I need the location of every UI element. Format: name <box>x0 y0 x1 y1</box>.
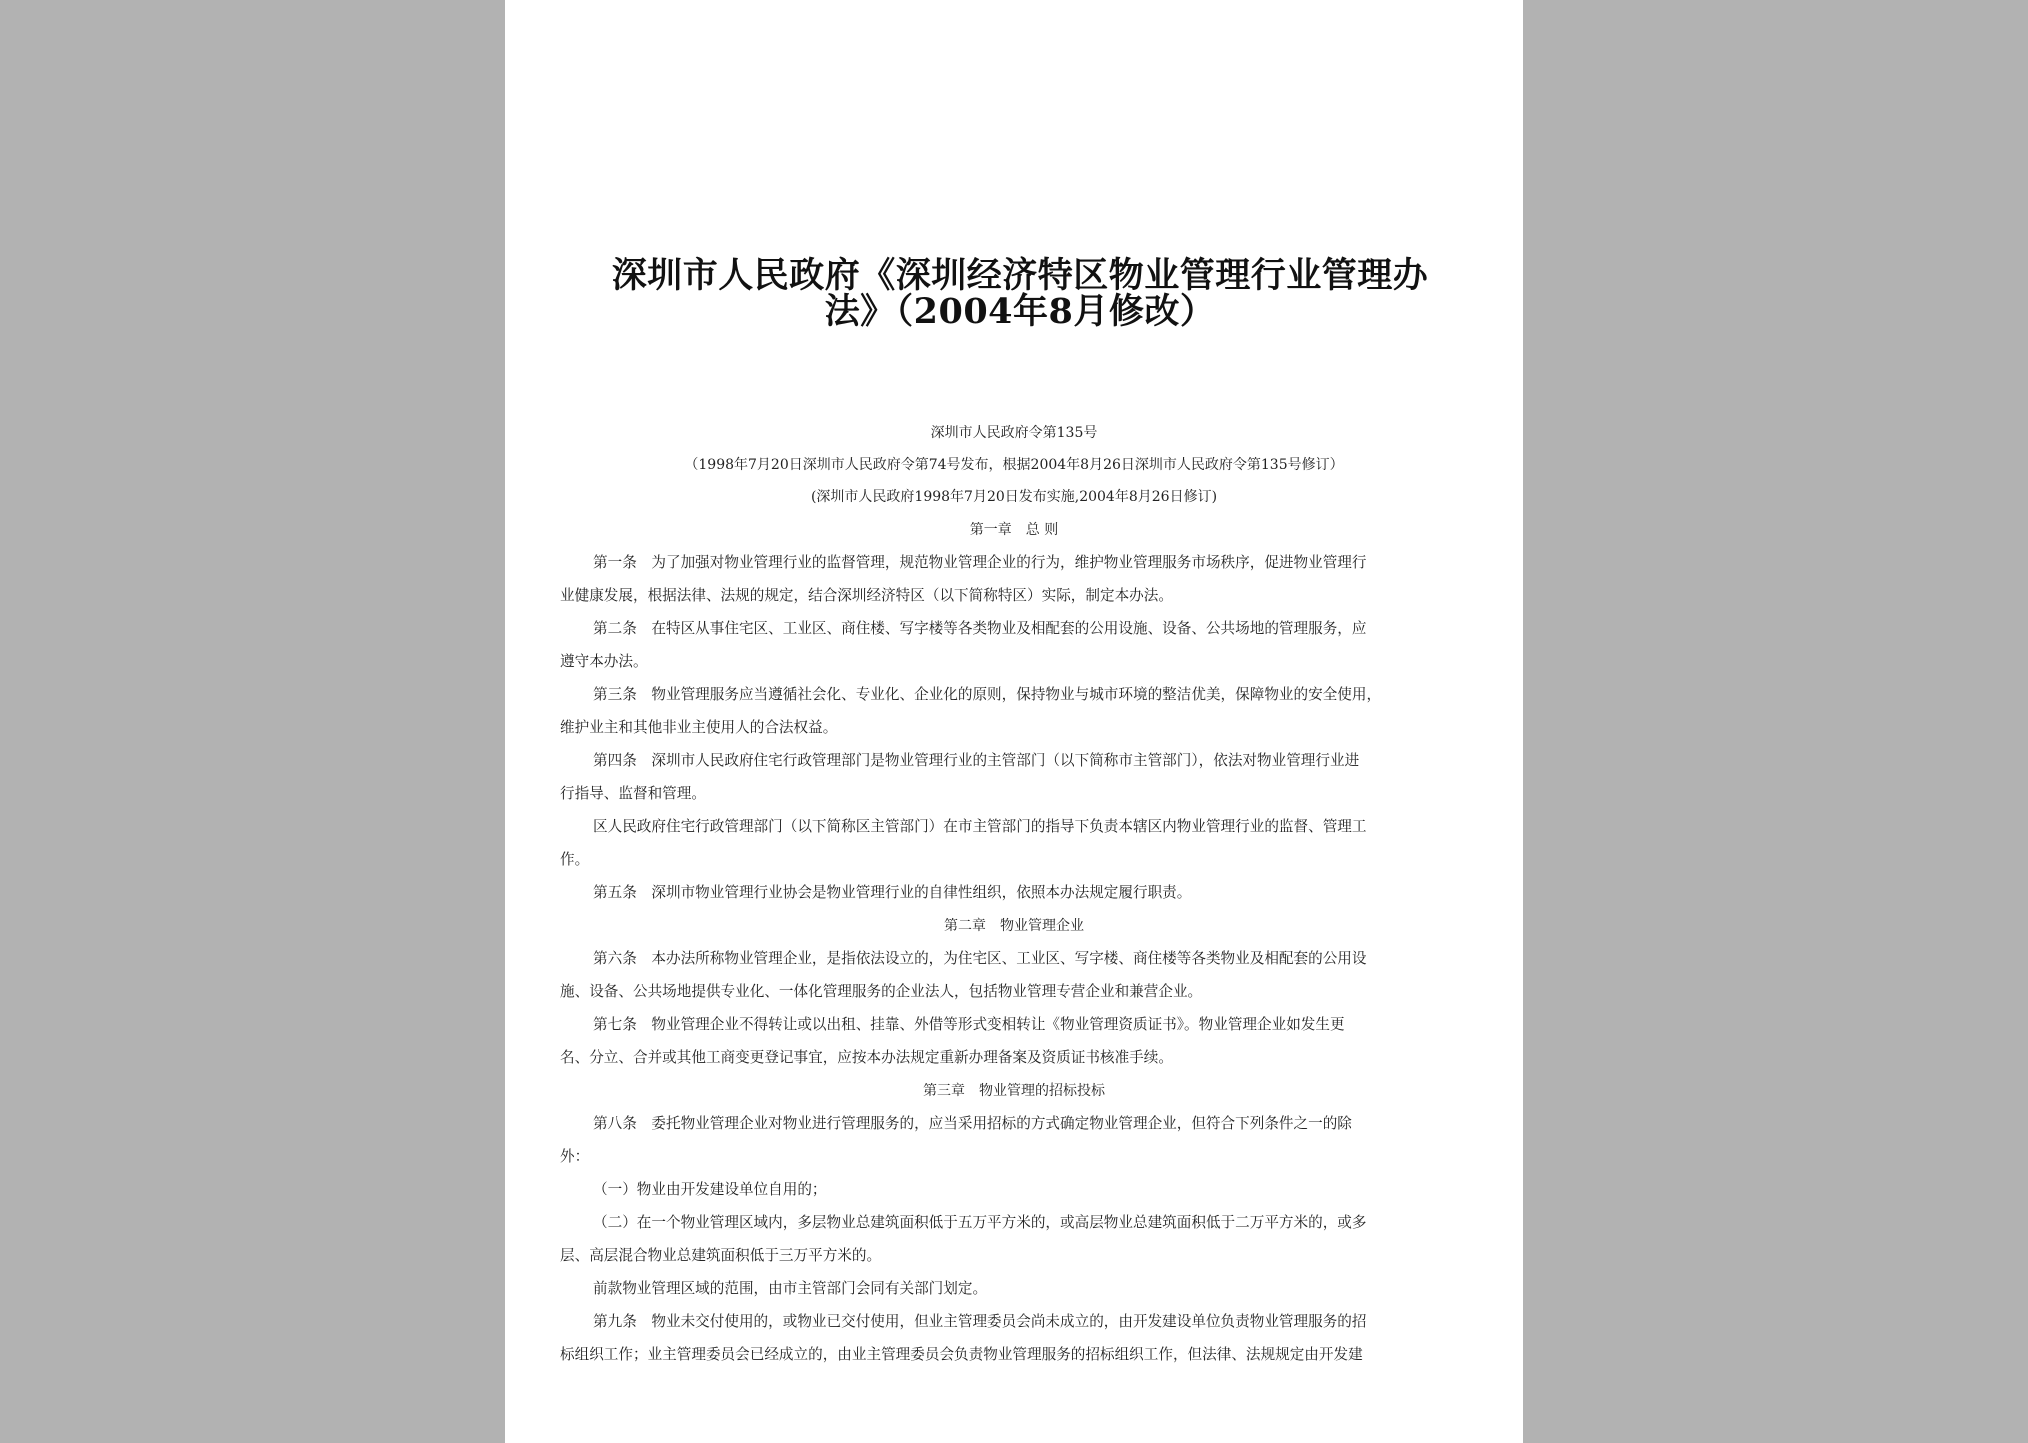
body-line: 维护业主和其他非业主使用人的合法权益。 <box>560 719 838 736</box>
body-line: 作。 <box>560 851 590 868</box>
body-line: 第四条 深圳市人民政府住宅行政管理部门是物业管理行业的主管部门（以下简称市主管部门），依法对物业管理行业进 <box>593 752 1360 769</box>
body-line: 层、高层混合物业总建筑面积低于三万平方米的。 <box>560 1247 882 1264</box>
body-line: 第三条 物业管理服务应当遵循社会化、专业化、企业化的原则，保持物业与城市环境的整洁优美，保障物业的安全使用， <box>593 686 1382 703</box>
body-line: 标组织工作；业主管理委员会已经成立的，由业主管理委员会负责物业管理服务的招标组织工作，但法律、法规规定由开发建 <box>560 1346 1363 1363</box>
chapter-heading-1: 第一章 总 则 <box>969 522 1059 538</box>
body-line: 业健康发展，根据法律、法规的规定，结合深圳经济特区（以下简称特区）实际，制定本办法。 <box>560 587 1173 604</box>
body-line: 遵守本办法。 <box>560 653 648 670</box>
revision-note: (深圳市人民政府1998年7月20日发布实施,2004年8月26日修订) <box>810 489 1218 505</box>
body-line: 第二条 在特区从事住宅区、工业区、商住楼、写字楼等各类物业及相配套的公用设施、设备、公共场地的管理服务，应 <box>593 620 1367 637</box>
order-number: 深圳市人民政府令第135号 <box>930 425 1098 441</box>
body-line: 第六条 本办法所称物业管理企业，是指依法设立的，为住宅区、工业区、写字楼、商住楼等各类物业及相配套的公用设 <box>593 950 1367 967</box>
body-line: 前款物业管理区域的范围，由市主管部门会同有关部门划定。 <box>593 1280 988 1297</box>
body-line: 第九条 物业未交付使用的，或物业已交付使用，但业主管理委员会尚未成立的，由开发建设单位负责物业管理服务的招 <box>593 1313 1367 1330</box>
body-line: 第一条 为了加强对物业管理行业的监督管理，规范物业管理企业的行为，维护物业管理服务市场秩序，促进物业管理行 <box>593 554 1367 571</box>
chapter-heading-3: 第三章 物业管理的招标投标 <box>923 1083 1105 1099</box>
body-line: 第八条 委托物业管理企业对物业进行管理服务的，应当采用招标的方式确定物业管理企业，但符合下列条件之一的除 <box>593 1115 1352 1132</box>
title-line-1: 深圳市人民政府《深圳经济特区物业管理行业管理办 <box>611 255 1429 296</box>
revision-history: （1998年7月20日深圳市人民政府令第74号发布，根据2004年8月26日深圳市人民政府令第135号修订） <box>684 457 1344 473</box>
body-line: （二）在一个物业管理区域内，多层物业总建筑面积低于五万平方米的，或高层物业总建筑面积低于二万平方米的，或多 <box>593 1214 1367 1231</box>
body-line: 外： <box>560 1148 590 1165</box>
body-line: 施、设备、公共场地提供专业化、一体化管理服务的企业法人，包括物业管理专营企业和兼营企业。 <box>560 983 1203 1000</box>
body-line: 第五条 深圳市物业管理行业协会是物业管理行业的自律性组织，依照本办法规定履行职责。 <box>593 884 1192 901</box>
body-line: 行指导、监督和管理。 <box>560 785 706 802</box>
chapter-heading-2: 第二章 物业管理企业 <box>944 918 1084 934</box>
body-line: 第七条 物业管理企业不得转让或以出租、挂靠、外借等形式变相转让《物业管理资质证书》。物业管理企业如发生更 <box>593 1016 1345 1033</box>
body-line: 区人民政府住宅行政管理部门（以下简称区主管部门）在市主管部门的指导下负责本辖区内物业管理行业的监督、管理工 <box>593 818 1367 835</box>
title-line-2: 法》（2004年8月修改） <box>824 291 1216 332</box>
document-page <box>505 0 1523 1443</box>
body-line: 名、分立、合并或其他工商变更登记事宜，应按本办法规定重新办理备案及资质证书核准手续。 <box>560 1049 1173 1066</box>
body-line: （一）物业由开发建设单位自用的； <box>593 1181 827 1198</box>
document-title <box>595 255 1445 332</box>
